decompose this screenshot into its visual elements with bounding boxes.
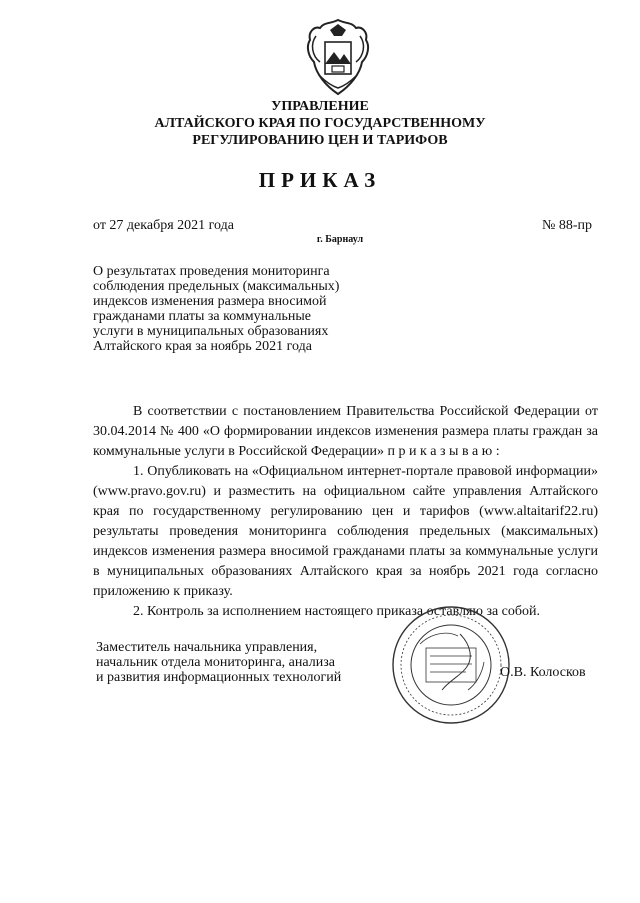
item-2-paragraph: 2. Контроль за исполнением настоящего приказа оставляю за собой. — [133, 604, 541, 619]
organization-name — [0, 98, 640, 149]
position-line: начальник отдела мониторинга, анализа — [96, 655, 335, 670]
document-type: ПРИКАЗ — [258, 168, 382, 192]
subject-line: Алтайского края за ноябрь 2021 года — [93, 339, 312, 354]
position-line: Заместитель начальника управления, — [96, 640, 318, 655]
document-number: № 88-пр — [541, 218, 592, 233]
document-date: от 27 декабря 2021 года — [93, 218, 234, 233]
subject-line: соблюдения предельных (максимальных) — [93, 279, 340, 294]
digital-signature-stamp-icon — [390, 604, 512, 726]
position-line: и развития информационных технологий — [96, 670, 342, 685]
subject-line: индексов изменения размера вносимой — [93, 294, 327, 309]
item-1-paragraph: 1. Опубликовать на «Официальном интернет-портале правовой информации» (www.pravo.gov.ru) и разместить на официальном сайте управления Алтайского края по государственному регулированию цен и тарифов (www.altaitarif22.ru) результаты проведения мониторинга соблюдения предельных (максимальных) индексов изменения размера вносимой гражданами платы за коммунальные услуги в муниципальных образованиях Алтайского края за ноябрь 2021 года согласно приложению к приказу. — [93, 464, 598, 599]
signatory-name: О.В. Колосков — [500, 665, 586, 680]
org-line: РЕГУЛИРОВАНИЮ ЦЕН И ТАРИФОВ — [192, 133, 448, 148]
document-city: г. Барнаул — [316, 234, 364, 245]
subject-line: О результатах проведения мониторинга — [93, 264, 330, 279]
org-line: УПРАВЛЕНИЕ — [271, 99, 369, 114]
subject-line: гражданами платы за коммунальные — [93, 309, 311, 324]
signatory-position — [96, 640, 341, 685]
subject-line: услуги в муниципальных образованиях — [93, 324, 329, 339]
coat-of-arms-icon — [302, 16, 374, 98]
org-line: АЛТАЙСКОГО КРАЯ ПО ГОСУДАРСТВЕННОМУ — [154, 116, 486, 131]
document-subject — [93, 264, 361, 354]
document-body — [93, 402, 598, 622]
preamble-paragraph: В соответствии с постановлением Правительства Российской Федерации от 30.04.2014 № 400 «О формировании индексов изменения размера платы граждан за коммунальные услуги в Российской Федерации» п р и к а з ы в а ю : — [93, 404, 598, 459]
